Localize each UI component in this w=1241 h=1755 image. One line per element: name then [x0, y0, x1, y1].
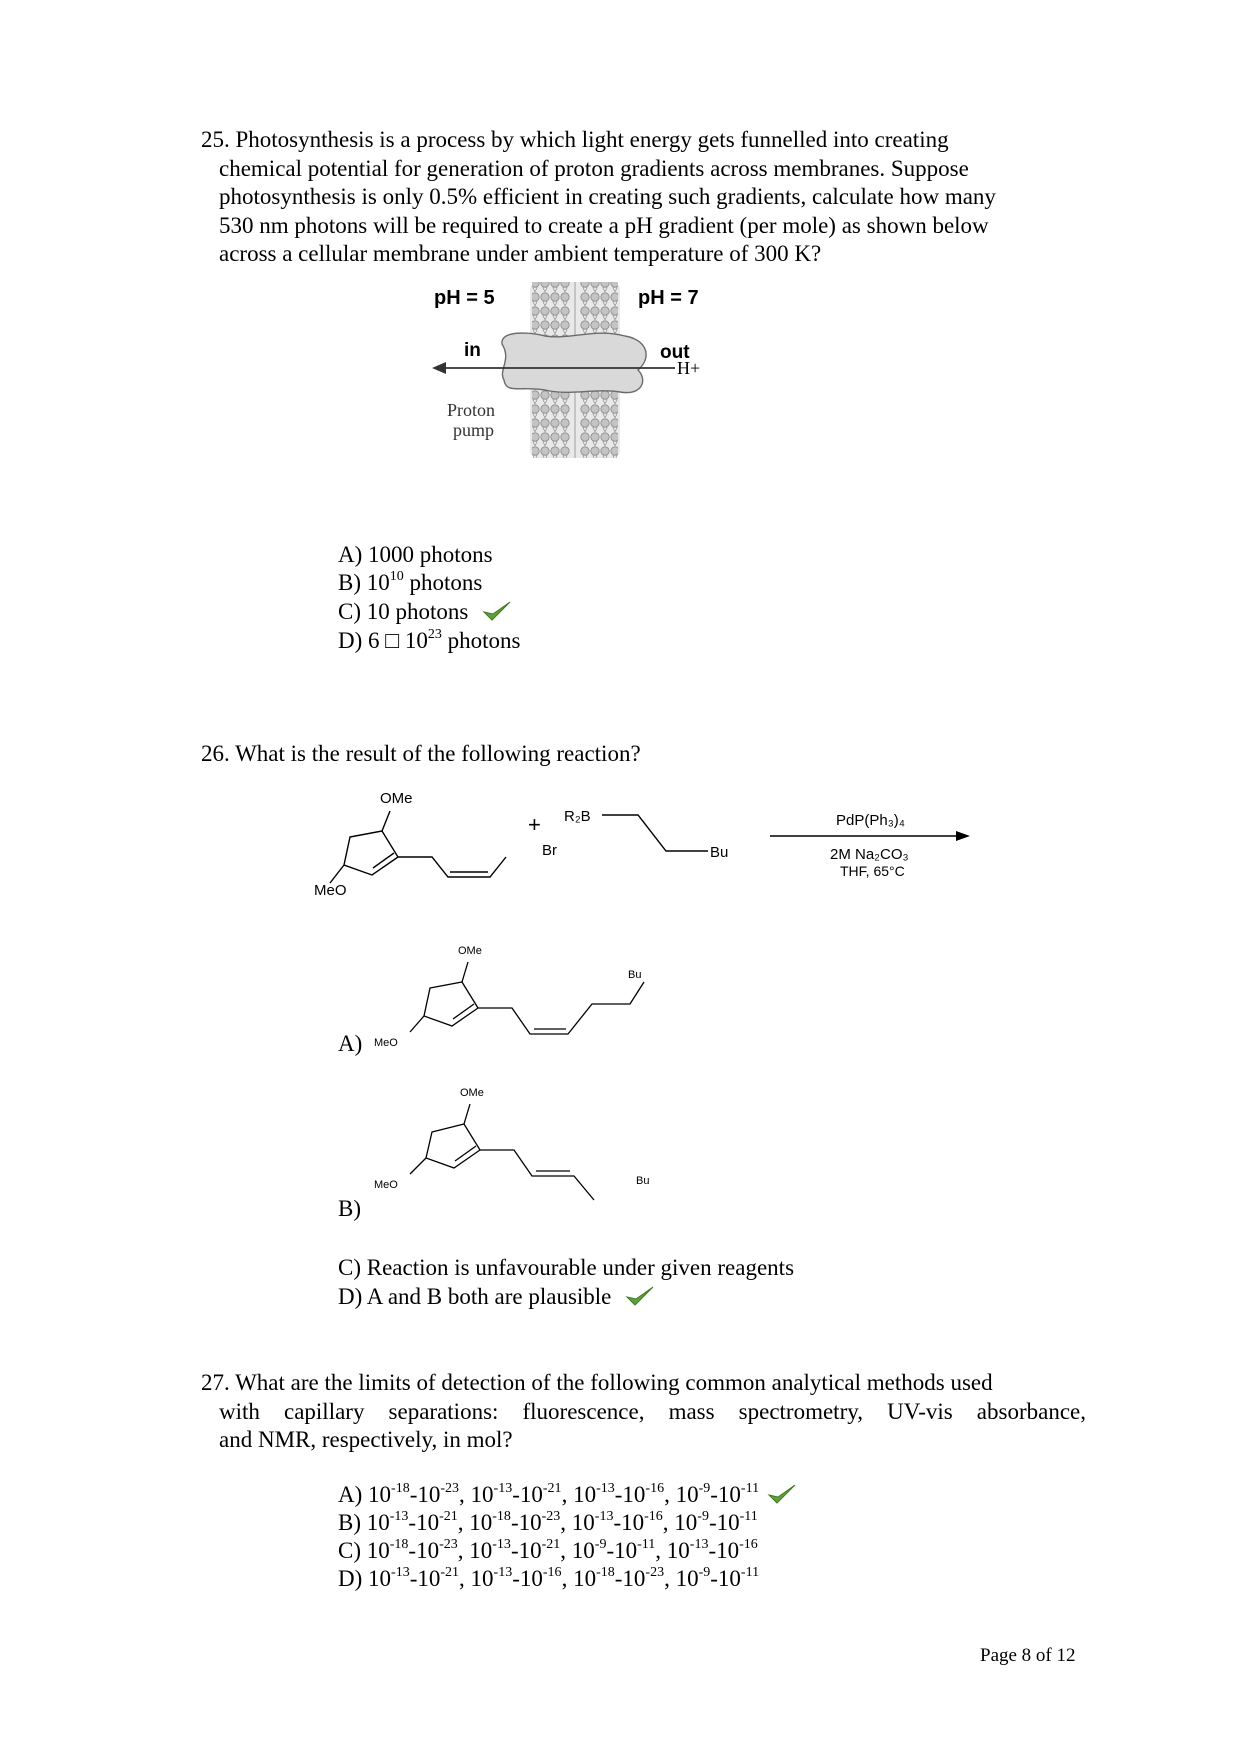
range-term: $10^{-13}-10^{-16}$	[571, 1509, 663, 1535]
q27-line-2: with capillary separations: fluorescence, mass spectrometry, UV-vis absorbance,	[219, 1398, 1086, 1424]
base-label: 2M Na₂CO₃	[830, 846, 909, 863]
reactant-meo-label: MeO	[314, 882, 347, 899]
q27-option-a[interactable]	[338, 1480, 797, 1509]
range-term: $10^{-18}-10^{-23}$	[573, 1565, 665, 1591]
separator: ,	[459, 1482, 471, 1507]
structure-b-ome: OMe	[460, 1087, 484, 1099]
correct-check-icon	[482, 599, 512, 623]
ph-out-label: pH = 7	[638, 287, 699, 309]
ph-in-label: pH = 5	[434, 287, 495, 309]
q25-option-b[interactable]: B) $10^{10}$ photons	[338, 569, 483, 595]
separator: ,	[664, 1566, 676, 1591]
q26-option-a-label[interactable]: A)	[338, 1031, 363, 1056]
q26-number: 26.	[201, 741, 230, 766]
separator: ,	[655, 1538, 667, 1563]
plus-sign: +	[528, 812, 541, 837]
structure-a-bonds	[410, 962, 644, 1034]
pump-label-1: Proton	[447, 400, 496, 420]
conditions-label: THF, 65°C	[840, 863, 905, 879]
range-term: $10^{-13}-10^{-21}$	[366, 1509, 458, 1535]
separator: ,	[560, 1538, 572, 1563]
proton-pump-figure	[420, 278, 740, 468]
reactant-bromide	[330, 811, 506, 883]
structure-b-bu: Bu	[636, 1175, 650, 1187]
q27-line-3: and NMR, respectively, in mol?	[219, 1427, 513, 1452]
option-label: D)	[338, 1566, 369, 1591]
q27-line-1: What are the limits of detection of the following common analytical methods used	[235, 1370, 993, 1395]
correct-check-icon	[767, 1482, 797, 1506]
proton-pump-shape	[502, 333, 646, 393]
range-term: $10^{-13}-10^{-21}$	[469, 1537, 561, 1563]
correct-check-icon	[625, 1284, 655, 1308]
structure-a-ome: OMe	[458, 945, 482, 957]
q25-line-3: photosynthesis is only 0.5% efficient in creating such gradients, calculate how many	[219, 184, 996, 209]
range-term: $10^{-18}-10^{-23}$	[368, 1481, 460, 1507]
q25-option-d[interactable]: D) 6 □ $10^{23}$ photons	[338, 627, 521, 653]
range-term: $10^{-13}-10^{-16}$	[573, 1481, 665, 1507]
q25-number: 25.	[201, 127, 230, 152]
q25-line-5: across a cellular membrane under ambient temperature of 300 K?	[219, 241, 822, 266]
structure-a-meo: MeO	[374, 1037, 398, 1049]
option-label: A)	[338, 1482, 369, 1507]
reactant-ome-label: OMe	[380, 790, 413, 807]
range-term: $10^{-9}-10^{-11}$	[571, 1537, 656, 1563]
separator: ,	[457, 1538, 470, 1563]
option-label: B)	[338, 1510, 367, 1535]
range-term: $10^{-9}-10^{-11}$	[674, 1509, 758, 1535]
separator: ,	[662, 1510, 675, 1535]
range-term: $10^{-13}-10^{-16}$	[470, 1565, 562, 1591]
q25-text	[201, 126, 1081, 269]
range-term: $10^{-9}-10^{-11}$	[675, 1481, 760, 1507]
q26-option-b-structure[interactable]	[370, 1082, 670, 1202]
separator: ,	[664, 1482, 676, 1507]
range-term: $10^{-9}-10^{-11}$	[675, 1565, 760, 1591]
reactant-boronate	[602, 815, 708, 851]
reaction-arrow-head-icon	[956, 831, 970, 841]
q26-question: What is the result of the following reaction?	[235, 741, 641, 766]
q25-line-2: chemical potential for generation of proton gradients across membranes. Suppose	[219, 155, 969, 181]
structure-a-bu: Bu	[628, 969, 642, 981]
q26-option-c[interactable]: C) Reaction is unfavourable under given reagents	[338, 1255, 795, 1280]
separator: ,	[560, 1510, 572, 1535]
separator: ,	[457, 1510, 470, 1535]
q25-line-1: Photosynthesis is a process by which light energy gets funnelled into creating	[235, 127, 949, 152]
separator: ,	[561, 1566, 574, 1591]
q25-option-c[interactable]: C) 10 photons	[338, 597, 512, 626]
out-label: out	[660, 342, 690, 363]
q27-option-c[interactable]	[338, 1536, 758, 1565]
separator: ,	[561, 1482, 574, 1507]
range-term: $10^{-13}-10^{-16}$	[666, 1537, 758, 1563]
range-term: $10^{-18}-10^{-23}$	[469, 1509, 561, 1535]
q27-option-d[interactable]	[338, 1564, 759, 1593]
q26-option-b-label[interactable]: B)	[338, 1196, 361, 1221]
q26-option-d[interactable]: D) A and B both are plausible	[338, 1282, 655, 1311]
structure-b-bonds	[410, 1104, 594, 1200]
range-term: $10^{-18}-10^{-23}$	[366, 1537, 458, 1563]
q27-option-b[interactable]	[338, 1508, 758, 1537]
q26-text	[201, 740, 1081, 769]
separator: ,	[459, 1566, 471, 1591]
boronate-r2b-label: R₂B	[564, 808, 591, 825]
q27-number: 27.	[201, 1370, 230, 1395]
option-label: C)	[338, 1538, 367, 1563]
pump-label-2: pump	[453, 420, 495, 440]
q25-line-4: 530 nm photons will be required to create a pH gradient (per mole) as shown below	[219, 212, 989, 238]
range-term: $10^{-13}-10^{-21}$	[470, 1481, 562, 1507]
proton-ion-label: H+	[677, 358, 701, 378]
q27-text	[201, 1369, 1086, 1455]
catalyst-label: PdP(Ph₃)₄	[836, 812, 905, 829]
arrow-head-icon	[432, 362, 446, 374]
page-number: Page 8 of 12	[980, 1645, 1076, 1666]
reaction-scheme	[300, 785, 980, 905]
bromine-label: Br	[542, 842, 557, 859]
q26-option-a-structure[interactable]	[370, 938, 670, 1058]
range-term: $10^{-13}-10^{-21}$	[368, 1565, 460, 1591]
in-label: in	[464, 340, 481, 361]
structure-b-meo: MeO	[374, 1179, 398, 1191]
boronate-bu-label: Bu	[710, 844, 729, 861]
q25-option-a[interactable]: A) 1000 photons	[338, 542, 493, 567]
